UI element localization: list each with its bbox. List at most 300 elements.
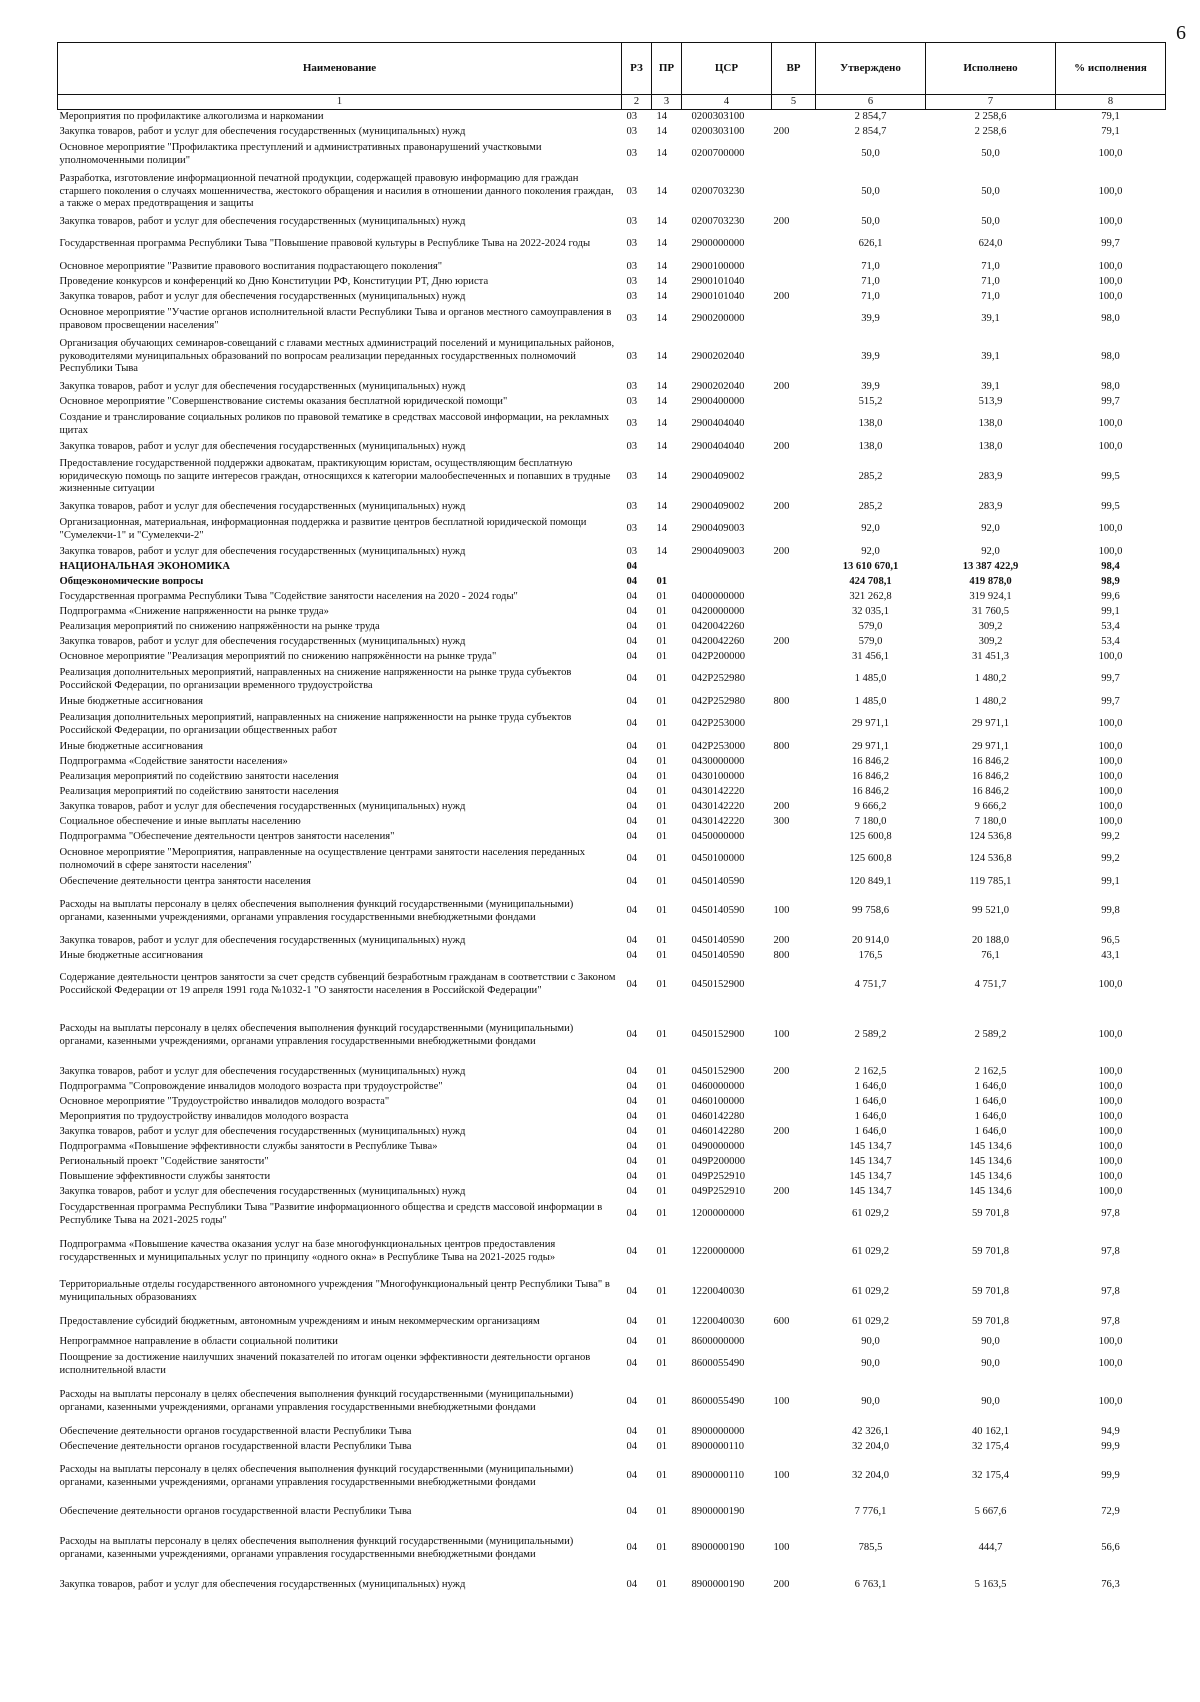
row-csr: 0450140590	[691, 949, 745, 961]
table-row	[58, 290, 1166, 305]
row-pr: 01	[656, 800, 668, 812]
row-name: Обеспечение деятельности органов государственной власти Республики Тыва	[59, 1425, 412, 1437]
row-vr	[772, 1140, 816, 1155]
table-row	[58, 1310, 1166, 1335]
row-approved: 31 456,1	[851, 650, 890, 662]
row-rz: 04	[626, 695, 638, 707]
row-pr: 01	[656, 1110, 668, 1122]
row-percent: 99,1	[1101, 875, 1120, 887]
table-row	[58, 1185, 1166, 1200]
row-vr	[772, 305, 816, 335]
row-csr: 0460142280	[691, 1125, 745, 1137]
header-percent: % исполнения	[1056, 43, 1166, 95]
row-csr: 2900100000	[691, 260, 745, 272]
row-name: Обеспечение деятельности органов государственной власти Республики Тыва	[59, 1440, 412, 1452]
row-rz: 04	[626, 605, 638, 617]
row-approved: 145 134,7	[849, 1185, 892, 1197]
table-row	[58, 305, 1166, 335]
row-vr: 200	[773, 500, 790, 512]
row-executed: 39,1	[981, 350, 1000, 362]
row-vr	[772, 1499, 816, 1527]
header-approved: Утверждено	[816, 43, 926, 95]
row-csr: 0430000000	[691, 755, 745, 767]
row-executed: 90,0	[981, 1335, 1000, 1347]
row-name: Закупка товаров, работ и услуг для обеспечения государственных (муниципальных) нужд	[59, 125, 466, 137]
row-csr: 049P252910	[691, 1170, 746, 1182]
table-row	[58, 1335, 1166, 1350]
row-percent: 99,7	[1101, 673, 1120, 685]
row-rz: 04	[626, 949, 638, 961]
table-row	[58, 964, 1166, 1007]
row-percent: 98,4	[1101, 560, 1120, 572]
row-rz: 04	[626, 650, 638, 662]
row-name: Основное мероприятие "Трудоустройство инвалидов молодого возраста"	[59, 1095, 390, 1107]
row-vr	[772, 605, 816, 620]
row-vr: 200	[773, 125, 790, 137]
row-csr: 0460000000	[691, 1080, 745, 1092]
row-csr: 049P252910	[691, 1185, 746, 1197]
row-vr	[772, 1425, 816, 1440]
row-vr: 200	[773, 1185, 790, 1197]
row-name: Содержание деятельности центров занятости за счет средств субвенций безработным гражданам в соответствии с Законом Российской Федерации от 19 апреля 1991 года №1032-1 "О занятости населения в Российской Федерации"	[59, 972, 616, 996]
row-vr	[772, 770, 816, 785]
table-row	[58, 755, 1166, 770]
row-executed: 59 701,8	[971, 1245, 1010, 1257]
row-rz: 03	[626, 148, 638, 160]
row-executed: 90,0	[981, 1395, 1000, 1407]
row-vr	[772, 395, 816, 410]
row-approved: 1 485,0	[854, 673, 887, 685]
row-vr	[772, 1440, 816, 1455]
table-row	[58, 275, 1166, 290]
row-rz: 04	[626, 1425, 638, 1437]
row-percent: 99,2	[1101, 830, 1120, 842]
row-csr: 2900200000	[691, 313, 745, 325]
row-vr	[772, 1350, 816, 1380]
row-approved: 9 666,2	[854, 800, 887, 812]
row-percent: 100,0	[1098, 650, 1123, 662]
header-executed: Исполнено	[926, 43, 1056, 95]
row-executed: 138,0	[978, 440, 1003, 452]
row-csr: 042P200000	[691, 650, 746, 662]
row-executed: 71,0	[981, 290, 1000, 302]
table-row	[58, 890, 1166, 934]
row-csr: 0450140590	[691, 875, 745, 887]
row-name: Поощрение за достижение наилучших значений показателей по итогам оценки эффективности деятельности органов исполнительной власти	[59, 1351, 591, 1376]
row-vr	[772, 515, 816, 545]
table-row	[58, 1080, 1166, 1095]
table-row	[58, 410, 1166, 440]
table-row	[58, 665, 1166, 695]
row-name: Территориальные отделы государственного автономного учреждения "Многофункциональный центр Республики Тыва" в муниципальных образованиях	[59, 1279, 610, 1303]
row-vr	[772, 830, 816, 845]
row-pr: 01	[656, 1579, 668, 1591]
row-percent: 100,0	[1098, 260, 1123, 272]
row-name: Закупка товаров, работ и услуг для обеспечения государственных (муниципальных) нужд	[59, 635, 466, 647]
row-name: Закупка товаров, работ и услуг для обеспечения государственных (муниципальных) нужд	[59, 215, 466, 227]
table-row	[58, 830, 1166, 845]
row-pr: 01	[656, 1506, 668, 1518]
row-name: Расходы на выплаты персоналу в целях обеспечения выполнения функций государственными (муниципальными) органами, казенными учреждениями, органами управления государственными внебюджетными фондами	[59, 1022, 574, 1047]
row-approved: 61 029,2	[851, 1245, 890, 1257]
row-approved: 4 751,7	[854, 978, 887, 990]
row-rz: 04	[626, 1315, 638, 1327]
row-name: Закупка товаров, работ и услуг для обеспечения государственных (муниципальных) нужд	[59, 290, 466, 302]
row-rz: 04	[626, 1155, 638, 1167]
row-approved: 1 646,0	[854, 1110, 887, 1122]
row-csr: 2900000000	[691, 238, 745, 250]
column-number: 4	[682, 95, 772, 110]
row-vr: 600	[773, 1315, 790, 1327]
row-vr	[772, 665, 816, 695]
row-csr: 8900000190	[691, 1542, 745, 1554]
row-percent: 99,2	[1101, 853, 1120, 865]
row-executed: 16 846,2	[971, 785, 1010, 797]
table-row	[58, 335, 1166, 380]
row-rz: 04	[626, 978, 638, 990]
row-csr: 8600055490	[691, 1395, 745, 1407]
table-row	[58, 785, 1166, 800]
row-approved: 32 204,0	[851, 1470, 890, 1482]
row-rz: 04	[626, 800, 638, 812]
row-csr: 0460100000	[691, 1095, 745, 1107]
row-csr: 2900404040	[691, 440, 745, 452]
row-vr	[772, 260, 816, 275]
row-executed: 145 134,6	[969, 1155, 1012, 1167]
row-percent: 100,0	[1098, 290, 1123, 302]
row-approved: 1 646,0	[854, 1125, 887, 1137]
row-name: Предоставление субсидий бюджетным, автономным учреждениям и иным некоммерческим организациям	[59, 1315, 540, 1327]
row-percent: 99,9	[1101, 1440, 1120, 1452]
row-name: Расходы на выплаты персоналу в целях обеспечения выполнения функций государственными (муниципальными) органами, казенными учреждениями, органами управления государственными внебюджетными фондами	[59, 898, 574, 923]
row-percent: 100,0	[1098, 545, 1123, 557]
row-executed: 319 924,1	[969, 590, 1012, 602]
row-executed: 138,0	[978, 418, 1003, 430]
row-pr: 01	[656, 1440, 668, 1452]
row-name: Реализация мероприятий по снижению напряжённости на рынке труда	[59, 620, 380, 632]
row-csr: 0200303100	[691, 110, 745, 122]
row-rz: 04	[626, 1029, 638, 1041]
row-executed: 31 760,5	[971, 605, 1010, 617]
row-percent: 100,0	[1098, 740, 1123, 752]
row-percent: 99,9	[1101, 1470, 1120, 1482]
table-row	[58, 635, 1166, 650]
row-pr: 14	[656, 500, 668, 512]
row-pr: 01	[656, 934, 668, 946]
row-approved: 16 846,2	[851, 770, 890, 782]
row-vr: 200	[773, 545, 790, 557]
row-csr: 8900000190	[691, 1506, 745, 1518]
row-vr: 200	[773, 1579, 790, 1591]
table-row	[58, 125, 1166, 140]
row-vr	[772, 1200, 816, 1230]
row-executed: 59 701,8	[971, 1208, 1010, 1220]
table-row	[58, 710, 1166, 740]
row-name: Основное мероприятие "Профилактика преступлений и административных правонарушений участковыми уполномоченными полиции"	[59, 141, 542, 166]
row-percent: 100,0	[1098, 1110, 1123, 1122]
row-rz: 04	[626, 1470, 638, 1482]
row-approved: 145 134,7	[849, 1155, 892, 1167]
row-csr: 8900000000	[691, 1425, 745, 1437]
table-row	[58, 695, 1166, 710]
column-number: 2	[622, 95, 652, 110]
row-percent: 99,5	[1101, 500, 1120, 512]
row-approved: 32 035,1	[851, 605, 890, 617]
row-executed: 119 785,1	[969, 875, 1012, 887]
row-approved: 90,0	[861, 1335, 880, 1347]
table-row	[58, 1425, 1166, 1440]
table-row	[58, 1095, 1166, 1110]
row-pr: 01	[656, 978, 668, 990]
row-pr: 01	[656, 815, 668, 827]
row-name: Иные бюджетные ассигнования	[59, 949, 203, 961]
row-percent: 100,0	[1098, 148, 1123, 160]
row-csr: 0450140590	[691, 934, 745, 946]
row-percent: 100,0	[1098, 718, 1123, 730]
row-percent: 100,0	[1098, 1335, 1123, 1347]
table-row	[58, 395, 1166, 410]
row-pr: 14	[656, 215, 668, 227]
row-csr: 042P252980	[691, 673, 746, 685]
row-name: Закупка товаров, работ и услуг для обеспечения государственных (муниципальных) нужд	[59, 1065, 466, 1077]
row-executed: 2 589,2	[974, 1029, 1007, 1041]
row-approved: 1 485,0	[854, 695, 887, 707]
row-approved: 42 326,1	[851, 1425, 890, 1437]
row-approved: 99 758,6	[851, 905, 890, 917]
table-row	[58, 1007, 1166, 1065]
row-vr	[772, 575, 816, 590]
row-rz: 04	[626, 575, 638, 587]
row-name: Закупка товаров, работ и услуг для обеспечения государственных (муниципальных) нужд	[59, 500, 466, 512]
row-name: НАЦИОНАЛЬНАЯ ЭКОНОМИКА	[59, 560, 230, 572]
row-rz: 03	[626, 313, 638, 325]
table-row	[58, 500, 1166, 515]
row-approved: 579,0	[858, 635, 883, 647]
row-vr	[772, 170, 816, 215]
row-csr: 2900404040	[691, 418, 745, 430]
row-rz: 04	[626, 1579, 638, 1591]
row-approved: 61 029,2	[851, 1208, 890, 1220]
table-row	[58, 1499, 1166, 1527]
row-percent: 94,9	[1101, 1425, 1120, 1437]
row-executed: 31 451,3	[971, 650, 1010, 662]
row-rz: 04	[626, 1245, 638, 1257]
row-percent: 100,0	[1098, 785, 1123, 797]
row-name: Непрограммное направление в области социальной политики	[59, 1335, 338, 1347]
row-pr: 01	[656, 1185, 668, 1197]
row-approved: 579,0	[858, 620, 883, 632]
row-csr: 0460142280	[691, 1110, 745, 1122]
row-rz: 03	[626, 290, 638, 302]
row-vr: 200	[773, 290, 790, 302]
row-approved: 92,0	[861, 545, 880, 557]
row-percent: 56,6	[1101, 1542, 1120, 1554]
row-percent: 97,8	[1101, 1208, 1120, 1220]
row-approved: 61 029,2	[851, 1285, 890, 1297]
row-executed: 7 180,0	[974, 815, 1007, 827]
table-row	[58, 1170, 1166, 1185]
row-approved: 138,0	[858, 440, 883, 452]
row-csr: 0420042260	[691, 635, 745, 647]
row-executed: 59 701,8	[971, 1315, 1010, 1327]
row-executed: 76,1	[981, 949, 1000, 961]
column-number: 3	[652, 95, 682, 110]
row-executed: 145 134,6	[969, 1140, 1012, 1152]
row-rz: 04	[626, 934, 638, 946]
row-name: Подпрограмма «Повышение эффективности службы занятости в Республике Тыва»	[59, 1140, 438, 1152]
row-pr: 01	[656, 575, 668, 587]
row-approved: 61 029,2	[851, 1315, 890, 1327]
row-name: Проведение конкурсов и конференций ко Дню Конституции РФ, Конституции РТ, Дню юриста	[59, 275, 489, 287]
row-vr	[772, 1275, 816, 1310]
column-number: 7	[926, 95, 1056, 110]
row-percent: 97,8	[1101, 1285, 1120, 1297]
row-percent: 53,4	[1101, 635, 1120, 647]
row-vr	[772, 230, 816, 260]
row-vr: 200	[773, 800, 790, 812]
row-name: Основное мероприятие "Участие органов исполнительной власти Республики Тыва и органов местного самоуправления в правовом просвещении населения"	[59, 306, 612, 331]
table-row	[58, 170, 1166, 215]
row-pr: 01	[656, 1065, 668, 1077]
row-vr: 200	[773, 215, 790, 227]
row-csr	[682, 560, 772, 575]
row-rz: 04	[626, 560, 638, 572]
row-executed: 39,1	[981, 380, 1000, 392]
row-pr: 14	[656, 110, 668, 122]
row-pr: 01	[656, 1335, 668, 1347]
row-pr: 01	[656, 718, 668, 730]
row-percent: 53,4	[1101, 620, 1120, 632]
row-name: Организация обучающих семинаров-совещаний с главами местных администраций поселений и муниципальных районов, руководителями муниципальных образований по вопросам реализации переданных государственных полномочий Республики Тыва	[59, 337, 615, 375]
row-pr: 01	[656, 1245, 668, 1257]
row-pr: 01	[656, 1140, 668, 1152]
row-name: Подпрограмма «Снижение напряженности на рынке труда»	[59, 605, 329, 617]
row-name: Основное мероприятие "Развитие правового воспитания подрастающего поколения"	[59, 260, 443, 272]
row-csr: 2900101040	[691, 290, 745, 302]
row-pr: 14	[656, 418, 668, 430]
row-vr	[772, 1230, 816, 1275]
row-executed: 5 163,5	[974, 1579, 1007, 1591]
row-executed: 2 258,6	[974, 110, 1007, 122]
row-pr: 14	[656, 380, 668, 392]
row-executed: 145 134,6	[969, 1170, 1012, 1182]
row-executed: 50,0	[981, 215, 1000, 227]
row-executed: 1 480,2	[974, 695, 1007, 707]
row-csr: 8900000190	[691, 1579, 745, 1591]
row-name: Закупка товаров, работ и услуг для обеспечения государственных (муниципальных) нужд	[59, 380, 466, 392]
row-name: Мероприятия по трудоустройству инвалидов молодого возраста	[59, 1110, 349, 1122]
row-approved: 71,0	[861, 260, 880, 272]
row-percent: 99,6	[1101, 590, 1120, 602]
table-row	[58, 845, 1166, 875]
table-row	[58, 1110, 1166, 1125]
row-vr: 100	[773, 1470, 790, 1482]
row-csr: 0430100000	[691, 770, 745, 782]
row-executed: 624,0	[978, 238, 1003, 250]
table-row	[58, 230, 1166, 260]
row-vr	[772, 590, 816, 605]
table-row	[58, 560, 1166, 575]
table-row	[58, 1125, 1166, 1140]
row-approved: 39,9	[861, 380, 880, 392]
row-rz: 03	[626, 523, 638, 535]
row-percent: 100,0	[1098, 1155, 1123, 1167]
row-executed: 5 667,6	[974, 1506, 1007, 1518]
row-rz: 04	[626, 785, 638, 797]
row-vr	[772, 275, 816, 290]
row-csr: 2900409003	[691, 545, 745, 557]
row-name: Расходы на выплаты персоналу в целях обеспечения выполнения функций государственными (муниципальными) органами, казенными учреждениями, органами управления государственными внебюджетными фондами	[59, 1389, 574, 1413]
row-pr: 14	[656, 395, 668, 407]
row-csr: 2900409002	[691, 470, 745, 482]
row-pr: 01	[656, 605, 668, 617]
row-approved: 785,5	[858, 1542, 883, 1554]
row-name: Основное мероприятие "Совершенствование системы оказания бесплатной юридической помощи"	[59, 395, 508, 407]
row-approved: 71,0	[861, 275, 880, 287]
row-name: Реализация мероприятий по содействию занятости населения	[59, 785, 339, 797]
row-approved: 2 854,7	[854, 110, 887, 122]
row-vr: 200	[773, 1065, 790, 1077]
row-executed: 1 646,0	[974, 1095, 1007, 1107]
row-approved: 39,9	[861, 350, 880, 362]
row-rz: 04	[626, 620, 638, 632]
row-pr: 01	[656, 853, 668, 865]
row-executed: 13 387 422,9	[962, 560, 1019, 572]
table-row	[58, 575, 1166, 590]
row-rz: 04	[626, 815, 638, 827]
row-percent: 76,3	[1101, 1579, 1120, 1591]
row-vr: 200	[773, 440, 790, 452]
row-rz: 04	[626, 1440, 638, 1452]
table-row	[58, 215, 1166, 230]
row-approved: 176,5	[858, 949, 883, 961]
row-approved: 90,0	[861, 1395, 880, 1407]
row-executed: 59 701,8	[971, 1285, 1010, 1297]
row-executed: 20 188,0	[971, 934, 1010, 946]
row-csr: 1200000000	[691, 1208, 745, 1220]
row-name: Подпрограмма "Обеспечение деятельности центров занятости населения"	[59, 830, 395, 842]
row-approved: 29 971,1	[851, 718, 890, 730]
row-vr	[772, 1095, 816, 1110]
row-approved: 50,0	[861, 148, 880, 160]
row-approved: 71,0	[861, 290, 880, 302]
row-csr: 0200703230	[691, 215, 745, 227]
row-approved: 285,2	[858, 500, 883, 512]
row-percent: 98,0	[1101, 350, 1120, 362]
row-name: Подпрограмма "Сопровождение инвалидов молодого возраста при трудоустройстве"	[59, 1080, 443, 1092]
row-vr: 200	[773, 1125, 790, 1137]
table-row	[58, 740, 1166, 755]
row-pr: 01	[656, 1315, 668, 1327]
row-vr	[772, 620, 816, 635]
row-approved: 125 600,8	[849, 853, 892, 865]
row-name: Подпрограмма «Содействие занятости населения»	[59, 755, 288, 767]
row-name: Реализация дополнительных мероприятий, направленных на снижение напряженности на рынке труда субъектов Российской Федерации, по организации общественных работ	[59, 711, 572, 736]
row-executed: 145 134,6	[969, 1185, 1012, 1197]
column-number-row	[58, 95, 1166, 110]
row-vr: 100	[773, 1395, 790, 1407]
row-name: Общеэкономические вопросы	[59, 575, 204, 587]
row-percent: 99,8	[1101, 905, 1120, 917]
row-approved: 2 162,5	[854, 1065, 887, 1077]
row-pr: 01	[656, 590, 668, 602]
row-name: Повышение эффективности службы занятости	[59, 1170, 271, 1182]
row-pr: 14	[656, 350, 668, 362]
row-rz: 03	[626, 470, 638, 482]
row-csr: 042P253000	[691, 718, 746, 730]
row-vr: 200	[773, 380, 790, 392]
row-vr	[772, 1110, 816, 1125]
